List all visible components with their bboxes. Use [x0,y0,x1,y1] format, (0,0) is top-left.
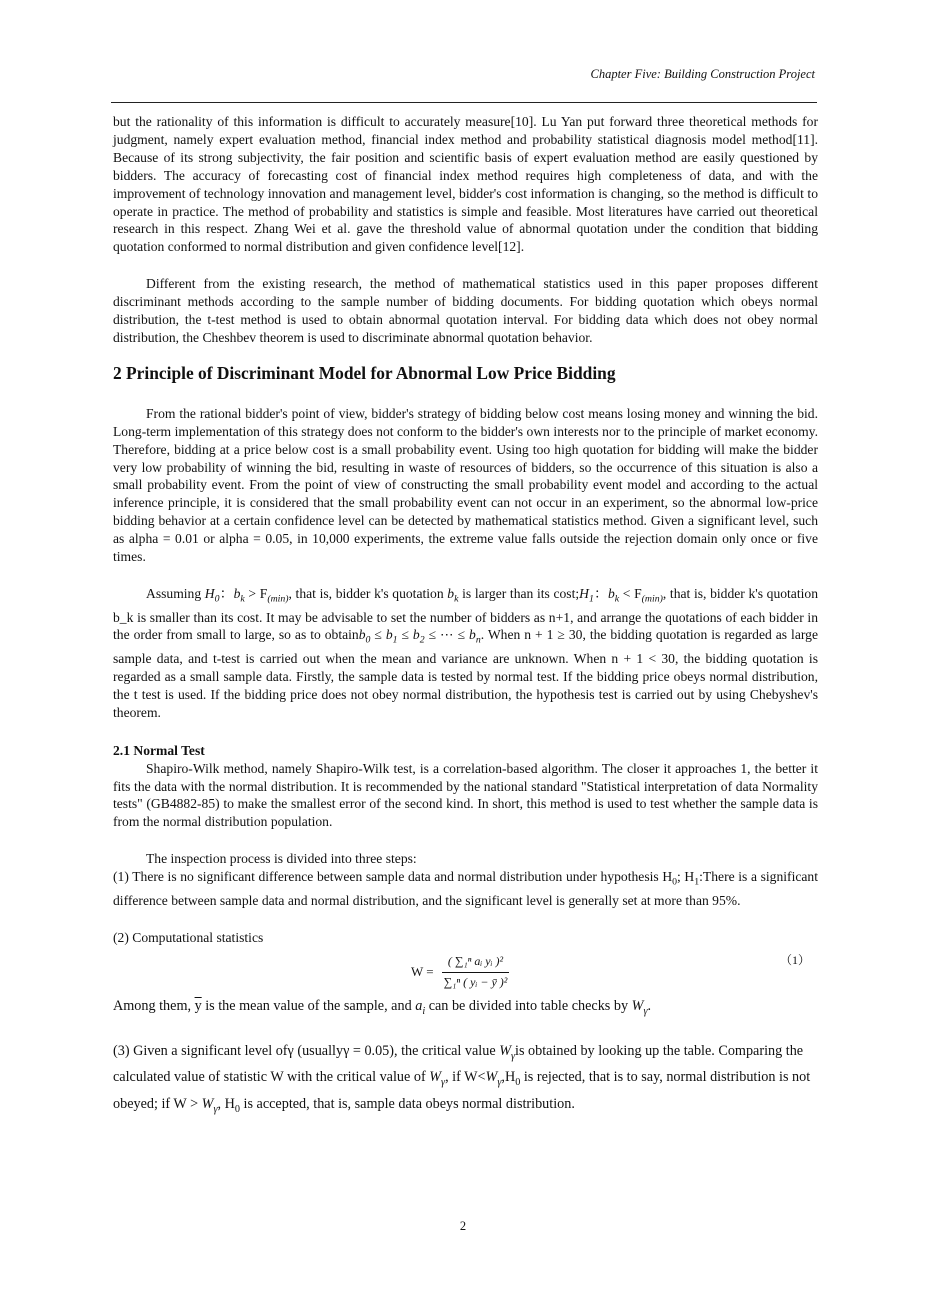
fraction [438,953,514,992]
paragraph: Different from the existing research, the method of mathematical statistics used in this paper proposes different discriminant methods according to the sample number of bidding documents. For bidding quotation which obeys normal distribution, the t-test method is used to obtain abnormal quotation interval. For bidding data which does not obey normal distribution, the Cheshbev theorem is used to discriminate abnormal quotation behavior. [113,276,818,345]
subsection-heading: 2.1 Normal Test [113,742,205,758]
page-number: 2 [459,1219,467,1233]
equation-numerator: ( ∑₁ⁿ aᵢ yᵢ )² [442,953,509,973]
equation [411,953,513,992]
equation-block [113,949,818,996]
step-1: (1) There is no significant difference between sample data and normal distribution under hypothesis $H_0$; $H_1:There$ is a significant difference between sample data and normal distribution, and the significant level is generally set at more than 95%. [113,869,818,908]
equation-explanation: Among them, $\overline{y}$ is the mean value of the sample, and $a_i$ can be divided into table checks by $W_\gamma$. [113,997,652,1017]
page-body [113,113,818,1120]
paragraph: The inspection process is divided into three steps: [146,851,417,867]
paragraph: Shapiro-Wilk method, namely Shapiro-Wilk test, is a correlation-based algorithm. The closer it approaches 1, the better it fits the data with the normal distribution. It is recommended by the national standard "Statistical interpretation of data Normality tests" (GB4882-85) to make the smallest error of the second kind. In short, this method is used to test whether the sample data is from the normal distribution population. [113,760,818,830]
hypothesis-paragraph: Assuming $H_0$：$b_k > F_{(min)}$, that is, bidder k's quotation $b_k$ is larger than its $\cos t;H_1$：$b_k < F_{(min)}$, that is, bidder k's quotation b_k is smaller than its cost. It may be advisable to set the number of bidders as n+1, and arrange the quotations of each bidder in the order from small to large, so as to obtainb$_0$ ≤ $b_1 \le b_2$ ≤ ⋯ ≤ $b_n$. When n + 1 ≥ 30, the bidding quotation is regarded as large sample data, and t-test is carried out when the mean and variance are unknown. When n + 1 < 30, the bidding quotation is regarded as a small sample data. Firstly, the sample data is tested by normal test. If the bidding price obeys normal distribution, the t test is used. If the bidding price does not obey normal distribution, the hypothesis test is carried out by using Chebyshev's theorem. [113,585,818,720]
step-3: (3) Given a significant level ofγ (usuallyγ = 0.05), the critical value $W_\gamma is$ obtained by looking up the table. Comparing the calculated value of statistic W with the critical value of $W_\gamma$, if $W<W_\gamma,H_0$ is rejected, that is to say, normal distribution is not obeyed; if $W > W_\gamma$, $H_0$ is accepted, that is, sample data obeys normal distribution. [113,1042,811,1115]
step-2: (2) Computational statistics [113,929,264,945]
equation-number: （1） [779,952,810,967]
section-heading: 2 Principle of Discriminant Model for Abnormal Low Price Bidding [113,362,616,383]
equation-lhs: W = [411,964,434,980]
header-rule [111,102,817,103]
running-header: Chapter Five: Building Construction Project [590,67,815,81]
paragraph: but the rationality of this information is difficult to accurately measure[10]. Lu Yan put forward three theoretical methods for judgment, namely expert evaluation method, financial index method and probability statistical diagnosis model method[11]. Because of its strong subjectivity, the fair position and scientific basis of expert evaluation method are easily questioned by bidders. The accuracy of forecasting cost of financial index method requires high completeness of data, and with the improvement of technology innovation and management level, bidder's cost information is changing, so the method is difficult to operate in practice. The method of probability and statistics is simple and feasible. Most literatures have carried out theoretical research in this respect. Zhang Wei et al. gave the threshold value of abnormal quotation under the condition that bidding quotation conformed to normal distribution and given confidence level[12]. [113,114,818,255]
paragraph: From the rational bidder's point of view, bidder's strategy of bidding below cost means losing money and winning the bid. Long-term implementation of this strategy does not conform to the bidder's own interests nor to the principle of market economy. Therefore, bidding at a price below cost is a small probability event. Using too high quotation for bidding will make the bidder very low probability of winning the bid, resulting in waste of resources of bidders, so the occurrence of this situation is also a small probability event. From the point of view of constructing the small probability event model and according to the actual inference principle, it is considered that the small probability event can not occur in an experiment, so the abnormal low-price bidding behavior at a certain confidence level can be detected by mathematical statistics method. Given a significant level, such as alpha = 0.01 or alpha = 0.05, in 10,000 experiments, the extreme value falls outside the rejection domain only once or five times. [113,405,818,565]
equation-denominator: ∑₁ⁿ ( yᵢ − ȳ )² [443,974,508,989]
